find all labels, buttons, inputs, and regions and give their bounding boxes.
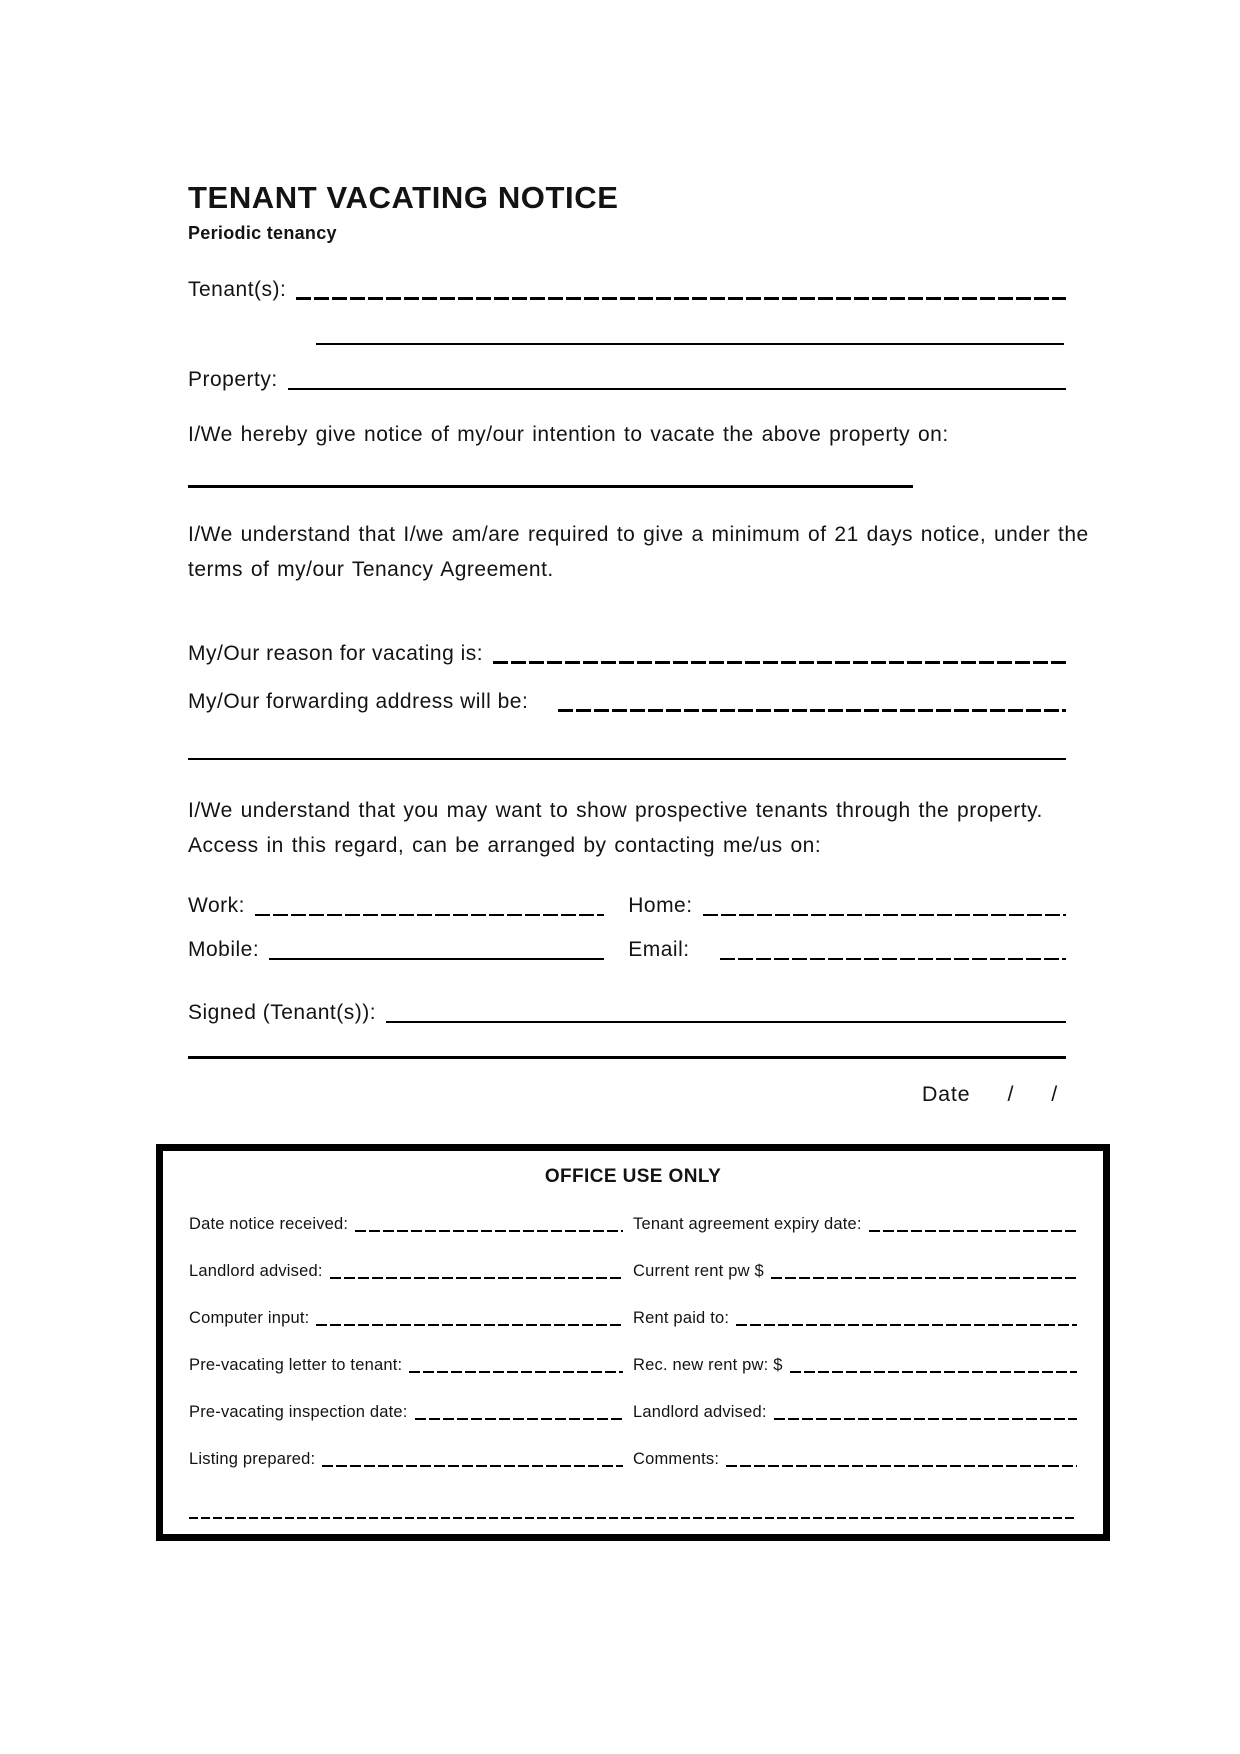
- office-field: [189, 1402, 633, 1423]
- mobile-field: [188, 936, 618, 964]
- signed-input-line[interactable]: [386, 1021, 1066, 1023]
- office-row-computer-input: [189, 1308, 1077, 1329]
- tenants-input-line-2[interactable]: [316, 343, 1064, 346]
- signed-label: Signed (Tenant(s)):: [188, 1001, 377, 1025]
- home-input-line[interactable]: [703, 914, 1066, 916]
- current-rent-pw-input-line[interactable]: [771, 1277, 1077, 1279]
- comments-input-line[interactable]: [726, 1465, 1077, 1467]
- min-notice-paragraph: I/We understand that I/we am/are required to give a minimum of 21 days notice, under the terms of my/our Tenancy Agreement.: [188, 522, 1089, 581]
- tenant-agreement-expiry-input-line[interactable]: [869, 1230, 1077, 1232]
- tenants-label: Tenant(s):: [188, 277, 287, 301]
- office-label-comments: Comments:: [633, 1450, 720, 1469]
- office-row-landlord-advised: [189, 1261, 1077, 1282]
- office-label-rec-new-rent-pw: Rec. new rent pw: $: [633, 1356, 783, 1375]
- listing-prepared-input-line[interactable]: [322, 1465, 623, 1467]
- landlord-advised-input-line[interactable]: [330, 1277, 623, 1279]
- office-label-date-notice-received: Date notice received:: [189, 1215, 349, 1234]
- computer-input-input-line[interactable]: [316, 1324, 623, 1326]
- access-paragraph: I/We understand that you may want to show prospective tenants through the property. Access in this regard, can be arranged by contacting me/us on:: [188, 799, 1043, 858]
- office-field: [633, 1355, 1077, 1376]
- tenants-input-line[interactable]: [296, 297, 1066, 299]
- office-label-rent-paid-to: Rent paid to:: [633, 1309, 730, 1328]
- rec-new-rent-pw-input-line[interactable]: [790, 1371, 1077, 1373]
- office-row-pre-vacating-inspection: [189, 1402, 1077, 1423]
- pre-vacating-letter-input-line[interactable]: [409, 1371, 623, 1373]
- reason-label: My/Our reason for vacating is:: [188, 641, 484, 665]
- office-field: [633, 1402, 1077, 1423]
- office-label-computer-input: Computer input:: [189, 1309, 310, 1328]
- home-label: Home:: [628, 894, 693, 918]
- office-field: [633, 1261, 1077, 1282]
- signed-input-line-2[interactable]: [188, 1056, 1066, 1059]
- date-separator-2: /: [1051, 1082, 1058, 1107]
- comments-continuation-input-line[interactable]: [189, 1517, 1077, 1519]
- office-label-tenant-agreement-expiry: Tenant agreement expiry date:: [633, 1215, 862, 1234]
- office-label-landlord-advised-2: Landlord advised:: [633, 1403, 767, 1422]
- reason-field-row: [188, 640, 1098, 668]
- office-field: [633, 1449, 1077, 1470]
- office-header: OFFICE USE ONLY: [544, 1166, 722, 1188]
- forwarding-input-line[interactable]: [558, 709, 1066, 711]
- office-row-listing-prepared: [189, 1449, 1077, 1470]
- office-field: [189, 1449, 633, 1470]
- office-field: [633, 1214, 1077, 1235]
- office-field: [633, 1308, 1077, 1329]
- office-row-date-notice-received: [189, 1214, 1077, 1235]
- mobile-email-row: [188, 936, 1098, 964]
- forwarding-label: My/Our forwarding address will be:: [188, 689, 529, 713]
- date-notice-received-input-line[interactable]: [355, 1230, 623, 1232]
- office-label-pre-vacating-inspection: Pre-vacating inspection date:: [189, 1403, 408, 1422]
- forwarding-field-row: [188, 688, 1098, 716]
- signed-field-row: [188, 999, 1098, 1027]
- office-field: [189, 1261, 633, 1282]
- vacate-date-input-line[interactable]: [188, 485, 913, 488]
- rent-paid-to-input-line[interactable]: [736, 1324, 1077, 1326]
- property-field-row: [188, 366, 1098, 394]
- home-field: [628, 892, 1066, 920]
- office-label-landlord-advised: Landlord advised:: [189, 1262, 323, 1281]
- office-field: [189, 1214, 633, 1235]
- pre-vacating-inspection-input-line[interactable]: [415, 1418, 623, 1420]
- mobile-label: Mobile:: [188, 938, 260, 962]
- tenants-field-row: [188, 276, 1098, 304]
- date-separator-1: /: [1007, 1082, 1015, 1107]
- email-field: [628, 936, 1066, 964]
- office-use-only-box: [156, 1144, 1110, 1541]
- office-row-pre-vacating-letter: [189, 1355, 1077, 1376]
- work-home-row: [188, 892, 1098, 920]
- office-field: [189, 1308, 633, 1329]
- reason-input-line[interactable]: [493, 661, 1066, 663]
- office-label-pre-vacating-letter: Pre-vacating letter to tenant:: [189, 1356, 403, 1375]
- forwarding-input-line-2[interactable]: [188, 758, 1066, 761]
- landlord-advised-2-input-line[interactable]: [774, 1418, 1077, 1420]
- work-input-line[interactable]: [255, 914, 604, 916]
- date-label: Date: [921, 1082, 971, 1107]
- page-title: TENANT VACATING NOTICE: [188, 180, 619, 215]
- email-input-line[interactable]: [720, 958, 1066, 960]
- notice-paragraph: I/We hereby give notice of my/our intention to vacate the above property on:: [188, 423, 949, 447]
- date-row: [188, 1082, 1098, 1107]
- mobile-input-line[interactable]: [269, 958, 604, 960]
- property-input-line[interactable]: [288, 388, 1066, 390]
- office-label-current-rent-pw: Current rent pw $: [633, 1262, 764, 1281]
- work-label: Work:: [188, 894, 245, 918]
- office-label-listing-prepared: Listing prepared:: [189, 1450, 316, 1469]
- page-subtitle: Periodic tenancy: [188, 222, 337, 243]
- property-label: Property:: [188, 368, 278, 392]
- office-field: [189, 1355, 633, 1376]
- email-label: Email:: [628, 938, 690, 962]
- work-field: [188, 892, 618, 920]
